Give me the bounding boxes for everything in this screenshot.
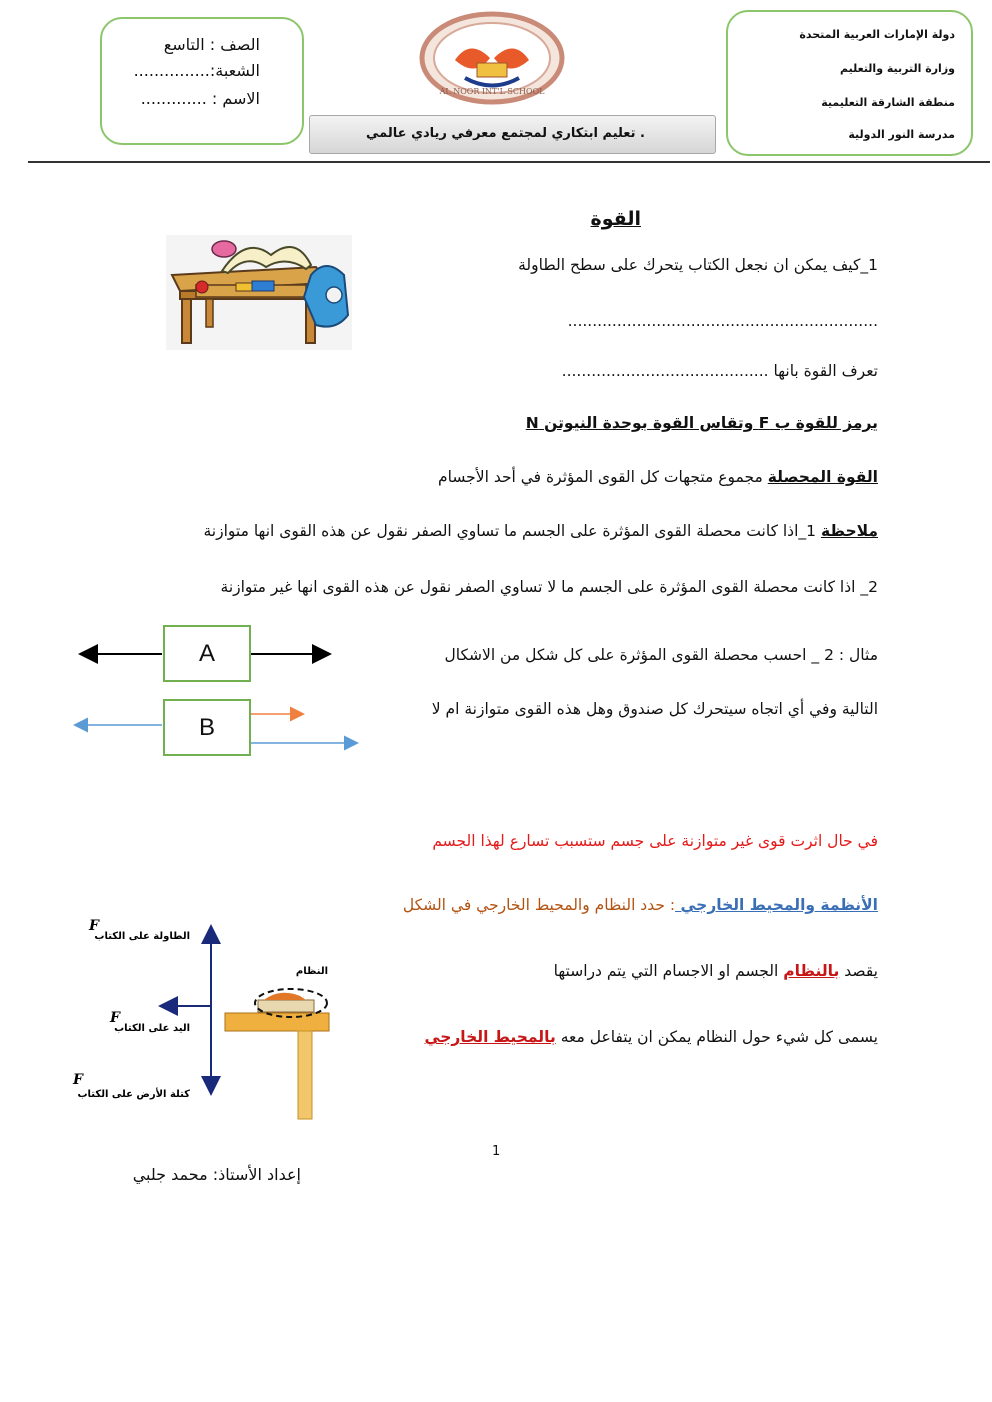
question-1: 1_كيف يمكن ان نجعل الكتاب يتحرك على سطح الطاولة (518, 256, 878, 274)
note-line-2: 2_ اذا كانت محصلة القوى المؤثرة على الجسم ما لا تساوي الصفر نقول عن هذه القوى انها غير متوازنة (220, 578, 878, 596)
author-credit: إعداد الأستاذ: محمد جلبي (132, 1165, 301, 1184)
systems-term: الأنظمة والمحيط الخارجي (675, 896, 878, 914)
label-f-earth: كتلة الأرض على الكتاب (77, 1089, 190, 1100)
table-leg (298, 1031, 312, 1119)
symbol-line: يرمز للقوة ب F وتقاس القوة بوحدة النيوتن N (525, 414, 878, 432)
systems-line (403, 896, 878, 914)
label-f-hand: اليد على الكتاب (114, 1023, 190, 1034)
note-line-1 (204, 522, 879, 540)
section-line: الشعبة:............... (133, 61, 260, 80)
system-diagram (70, 912, 340, 1122)
system-term: بالنظام (783, 962, 840, 980)
env-term: بالمحيط الخارجي (424, 1028, 556, 1046)
header-line-1: دولة الإمارات العربية المتحدة (799, 28, 955, 41)
box-a: A (163, 625, 251, 682)
book (258, 1000, 314, 1012)
name-line: الاسم : ............. (140, 89, 260, 108)
grade-line: الصف : التاسع (163, 35, 260, 54)
slogan-text: . تعليم ابتكاري لمجتمع معرفي ريادي عالمي (366, 126, 645, 141)
header-line-4: مدرسة النور الدولية (848, 128, 955, 141)
system-post: الجسم او الاجسام التي يتم دراستها (553, 962, 784, 980)
system-pre: يقصد (839, 962, 878, 980)
hand (264, 993, 306, 1000)
school-logo (415, 8, 570, 108)
label-f-table: الطاولة على الكتاب (94, 931, 190, 942)
answer-dots: ............................................................... (567, 312, 878, 330)
desk-illustration (166, 235, 352, 350)
slogan-bar (309, 115, 716, 154)
box-b: B (163, 699, 251, 756)
definition-line: تعرف القوة بانها .......................................... (561, 362, 878, 380)
environment-definition (425, 1028, 878, 1046)
example-line-1: مثال : 2 _ احسب محصلة القوى المؤثرة على كل شكل من الاشكال (444, 646, 878, 664)
f-symbol-hand: F (110, 1010, 120, 1026)
label-system: النظام (295, 966, 328, 977)
f-symbol-table: F (89, 918, 99, 934)
env-pre: يسمى كل شيء حول النظام يمكن ان يتفاعل معه (555, 1028, 878, 1046)
header-line-2: وزارة التربية والتعليم (840, 62, 955, 75)
f-symbol-earth: F (73, 1072, 83, 1088)
page-title: القوة (590, 208, 641, 230)
unbalanced-note: في حال اثرت قوى غير متوازنة على جسم ستسبب تسارع لهذا الجسم (432, 832, 878, 850)
note-1-text: 1_اذا كانت محصلة القوى المؤثرة على الجسم ما تساوي الصفر نقول عن هذه القوى انها متوازنة (203, 522, 821, 540)
header-line-3: منطقة الشارقة التعليمية (821, 96, 955, 109)
resultant-line (438, 468, 878, 486)
systems-question: : حدد النظام والمحيط الخارجي في الشكل (402, 896, 676, 914)
resultant-def: مجموع متجهات كل القوى المؤثرة في أحد الأجسام (438, 468, 768, 486)
header-divider (28, 161, 990, 163)
example-line-2: التالية وفي أي اتجاه سيتحرك كل صندوق وهل هذه القوى متوازنة ام لا (431, 700, 878, 718)
page-number: 1 (492, 1144, 501, 1159)
student-info-box (100, 17, 304, 145)
logo-text: AL NOOR INT'L SCHOOL (439, 87, 545, 96)
resultant-term: القوة المحصلة (767, 468, 878, 486)
school-info-box (726, 10, 973, 156)
system-definition (554, 962, 878, 980)
note-term: ملاحظة (820, 522, 878, 540)
